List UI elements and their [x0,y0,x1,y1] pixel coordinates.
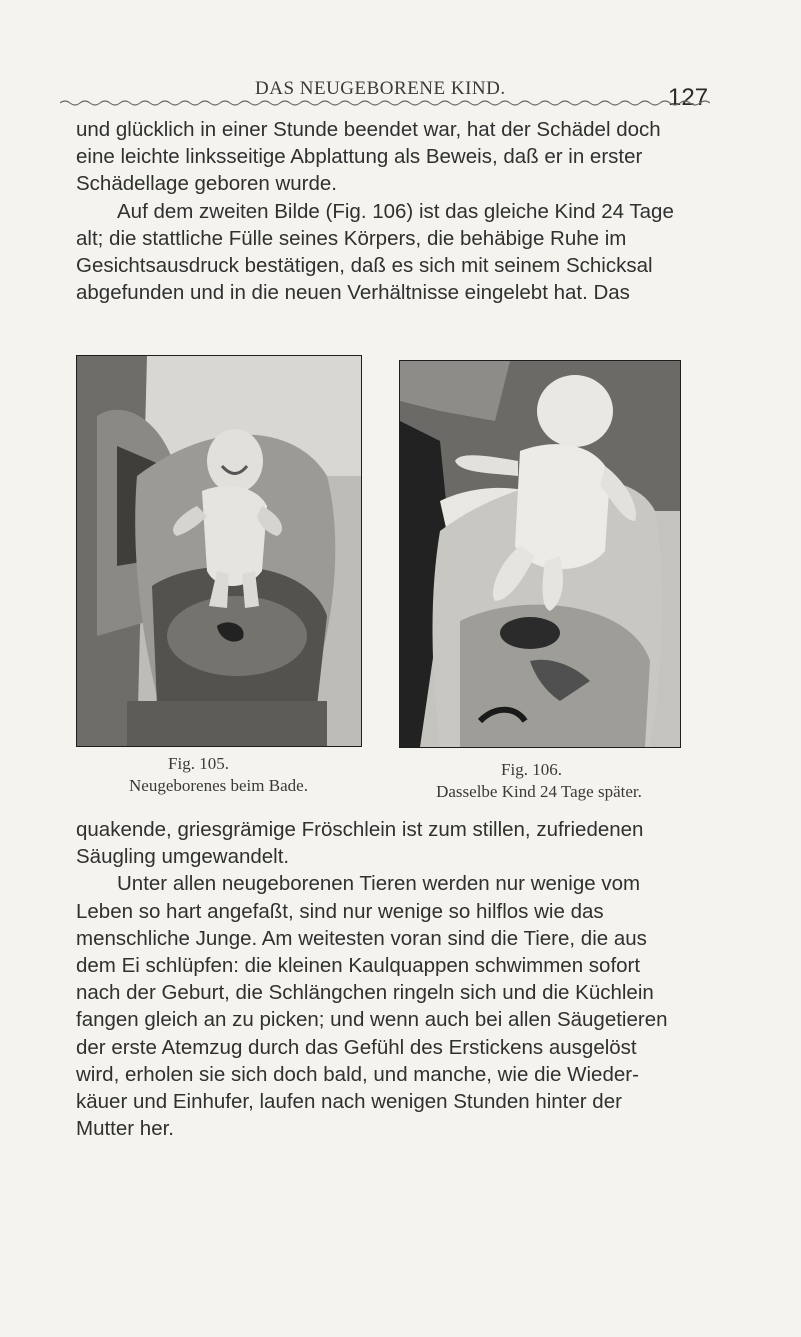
page-number: 127 [668,84,709,111]
figure-106-caption [399,759,679,803]
paragraph-bottom [76,816,668,1142]
figure-105-label: Fig. 105. [168,754,229,773]
figure-105-photo [76,355,362,747]
text-line: Auf dem zweiten Bilde (Fig. 106) ist das gleiche Kind 24 Tage [117,199,674,223]
running-head-title: DAS NEUGEBORENE KIND. [255,78,506,99]
text-line: Schädellage geboren wurde. [76,172,337,196]
ornamental-wavy-rule [60,98,710,108]
text-line: abgefunden und in die neuen Verhältnisse eingelebt hat. Das [76,281,630,305]
text-line: Gesichtsausdruck bestätigen, daß es sich mit seinem Schicksal [76,253,653,277]
text-line: eine leichte linksseitige Abplattung als Beweis, daß er in erster [76,145,643,169]
text-line: der erste Atemzug durch das Gefühl des Erstickens ausgelöst [76,1035,637,1059]
figure-106-label: Fig. 106. [501,760,562,779]
text-line: dem Ei schlüpfen: die kleinen Kaulquappen schwimmen sofort [76,953,641,977]
text-line: käuer und Einhufer, laufen nach wenigen Stunden hinter der [76,1089,622,1113]
figure-105-caption [76,753,361,797]
figure-106-photo [399,360,681,748]
text-line: fangen gleich an zu picken; und wenn auch bei allen Säugetieren [76,1008,668,1032]
text-line: Mutter her. [76,1117,174,1141]
figure-105-title: Neugeborenes beim Bade. [129,776,308,795]
text-line: alt; die stattliche Fülle seines Körpers, die behäbige Ruhe im [76,226,627,250]
paragraph-top [76,116,674,306]
text-line: wird, erholen sie sich doch bald, und manche, wie die Wieder- [76,1062,639,1086]
text-line: quakende, griesgrämige Fröschlein ist zum stillen, zufriedenen [76,818,644,841]
text-line: menschliche Junge. Am weitesten voran sind die Tiere, die aus [76,926,647,950]
figure-106-title: Dasselbe Kind 24 Tage später. [436,782,642,801]
text-line: Unter allen neugeborenen Tieren werden nur wenige vom [117,872,641,896]
text-line: und glücklich in einer Stunde beendet war, hat der Schädel doch [76,118,661,141]
text-line: Leben so hart angefaßt, sind nur wenige so hilflos wie das [76,899,604,923]
text-line: nach der Geburt, die Schlängchen ringeln sich und die Küchlein [76,981,654,1005]
text-line: Säugling umgewandelt. [76,845,290,869]
